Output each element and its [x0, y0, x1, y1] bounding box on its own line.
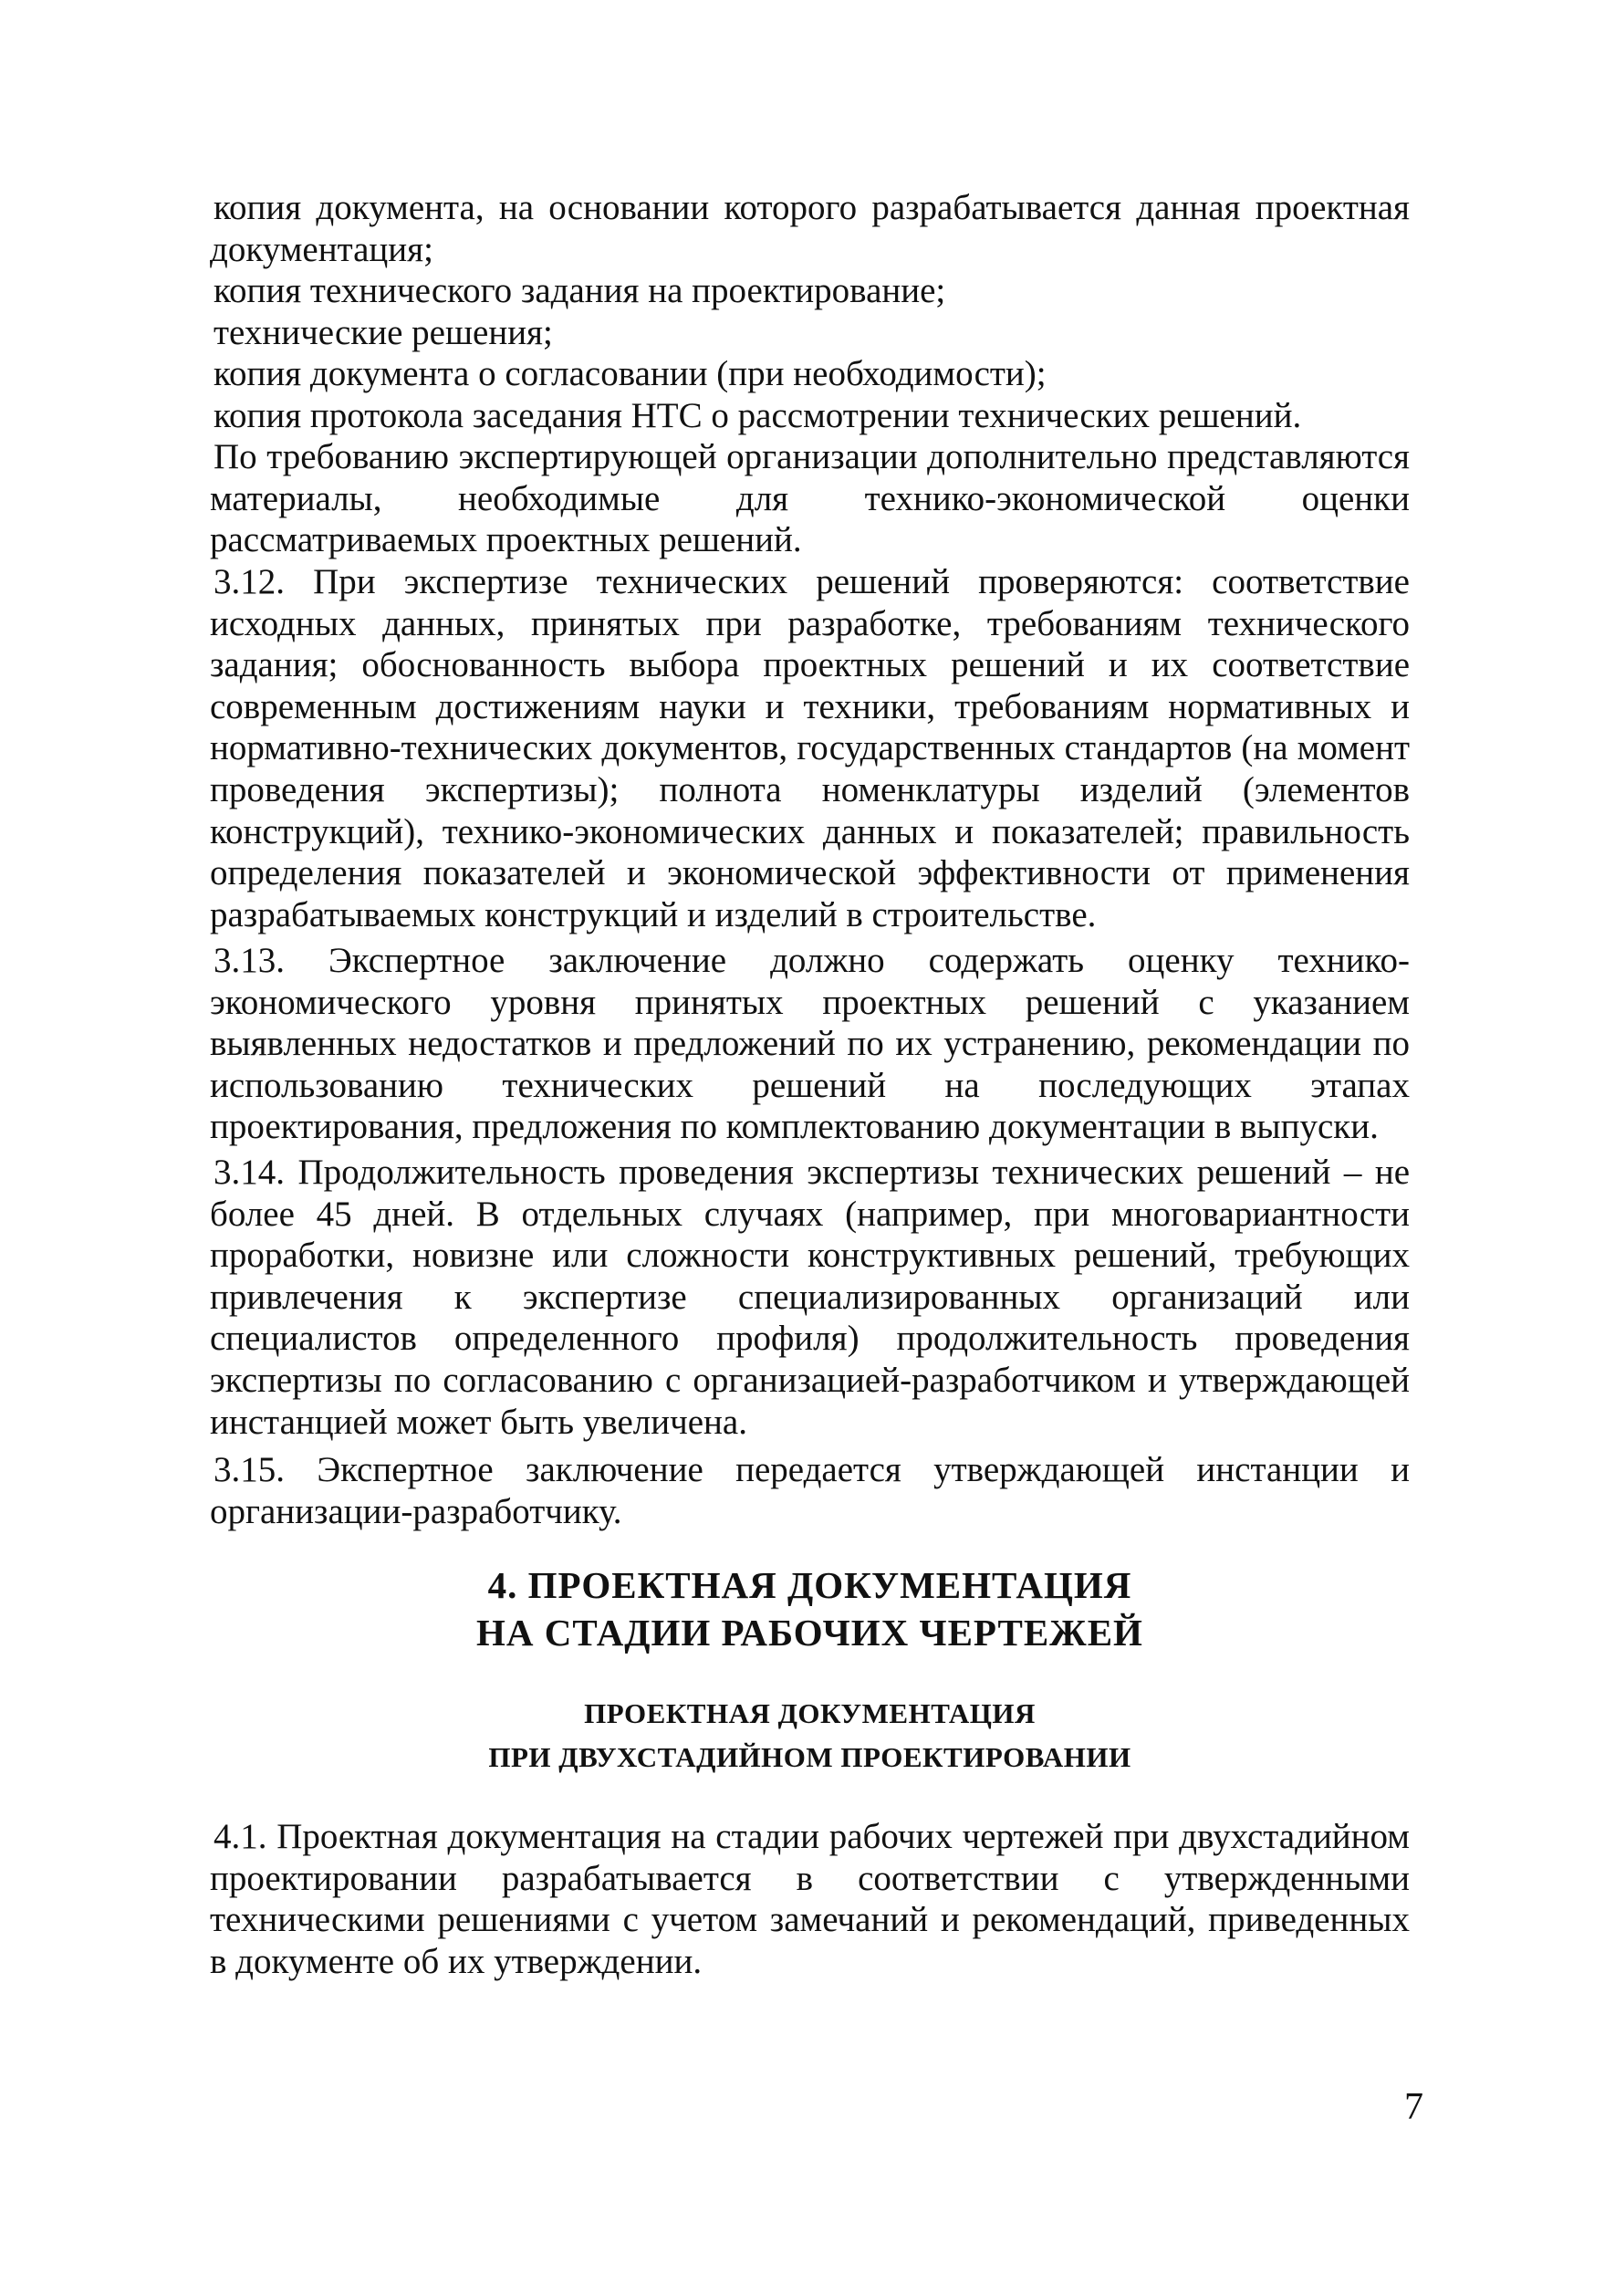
paragraph-text: По требованию экспертирующей организации дополнительно представляются материалы, необходимые для технико-экономической оценки рассматриваемых проектных решений.	[210, 437, 1410, 560]
paragraph-number: 3.13.	[214, 941, 285, 980]
paragraph-body: Экспертное заключение должно содержать оценку технико-экономического уровня принятых проектных решений с указанием выявленных недостатков и предложений по их устранению, рекомендации по использованию технических решений на последующих этапах проектирования, предложения по комплектованию документации в выпуски.	[210, 941, 1410, 1147]
page-number: 7	[1404, 2086, 1423, 2128]
section-heading-line1: 4. ПРОЕКТНАЯ ДОКУМЕНТАЦИЯ	[487, 1564, 1132, 1606]
paragraph-text	[210, 561, 1410, 935]
paragraph-3-12	[210, 561, 1410, 935]
paragraph-number: 3.15.	[214, 1450, 285, 1489]
subsection-heading-line2: ПРИ ДВУХСТАДИЙНОМ ПРОЕКТИРОВАНИИ	[488, 1741, 1131, 1773]
list-item: копия документа о согласовании (при необходимости);	[214, 354, 1047, 394]
paragraph-text	[210, 1816, 1410, 1982]
subsection-heading-line1: ПРОЕКТНАЯ ДОКУМЕНТАЦИЯ	[584, 1697, 1036, 1729]
paragraph-number: 4.1.	[214, 1817, 267, 1856]
paragraph-body: Продолжительность проведения экспертизы технических решений – не более 45 дней. В отдельных случаях (например, при многовариантности проработки, новизне или сложности конструктивных решений, требующих привлечения к экспертизе специализированных организаций или специалистов определенного профиля) продолжительность проведения экспертизы по согласованию с организацией-разработчиком и утверждающей инстанцией может быть увеличена.	[210, 1153, 1410, 1442]
paragraph-body: При экспертизе технических решений проверяются: соответствие исходных данных, принятых при разработке, требованиям технического задания; обоснованность выбора проектных решений и их соответствие современным достижениям науки и техники, требованиям нормативных и нормативно-технических документов, государственных стандартов (на момент проведения экспертизы); полнота номенклатуры изделий (элементов конструкций), технико-экономических данных и показателей; правильность определения показателей и экономической эффективности от применения разрабатываемых конструкций и изделий в строительстве.	[210, 562, 1410, 934]
paragraph-body: Экспертное заключение передается утверждающей инстанции и организации-разработчику.	[210, 1450, 1410, 1531]
list-item: копия документа, на основании которого разрабатывается данная проектная документация;	[210, 188, 1419, 269]
section-heading	[210, 1561, 1410, 1656]
paragraph-number: 3.14.	[214, 1153, 285, 1192]
paragraph-3-15	[210, 1449, 1410, 1532]
paragraph-3-13	[210, 940, 1410, 1148]
paragraph-text	[210, 1152, 1410, 1443]
list-item: технические решения;	[214, 312, 553, 352]
paragraph-4-1	[210, 1816, 1410, 1982]
list-item: копия технического задания на проектирование;	[214, 271, 946, 311]
paragraph-body: Проектная документация на стадии рабочих чертежей при двухстадийном проектировании разрабатывается в соответствии с утвержденными техническими решениями с учетом замечаний и рекомендаций, приведенных в документе об их утверждении.	[210, 1817, 1410, 1981]
paragraph-number: 3.12.	[214, 562, 285, 601]
section-heading-line2: НА СТАДИИ РАБОЧИХ ЧЕРТЕЖЕЙ	[476, 1612, 1143, 1654]
paragraph-text	[210, 940, 1410, 1148]
paragraph-3-14	[210, 1152, 1410, 1443]
subsection-heading	[210, 1692, 1410, 1779]
paragraph-text	[210, 1449, 1410, 1532]
list-item: копия протокола заседания НТС о рассмотрении технических решений.	[214, 395, 1302, 435]
paragraph-additional-materials	[210, 436, 1410, 561]
required-documents-list	[210, 187, 1419, 437]
